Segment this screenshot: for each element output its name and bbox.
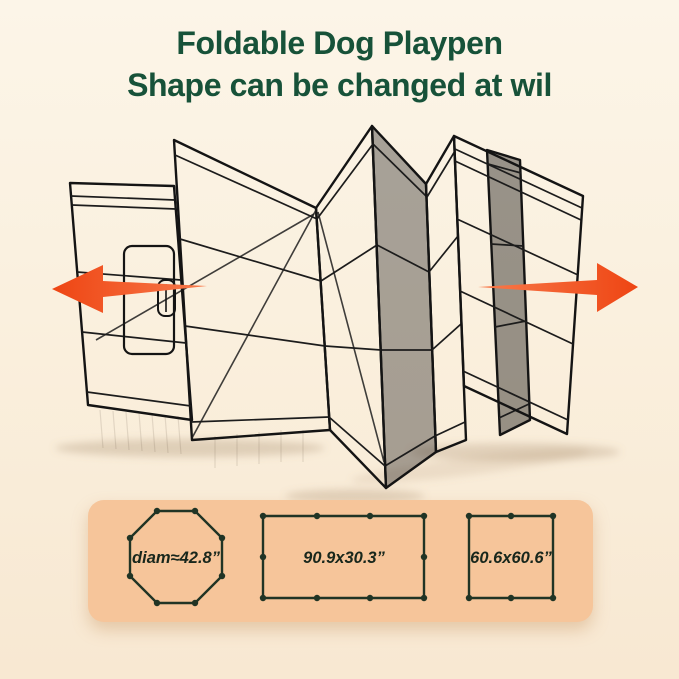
square-shape — [466, 513, 556, 601]
floor-shadow — [55, 439, 620, 503]
headline-line2: Shape can be changed at wil — [127, 67, 552, 103]
rectangle-shape — [260, 513, 427, 601]
playpen-panel-valley-dark — [372, 126, 436, 488]
rectangle-dimension-label: 90.9x30.3” — [303, 549, 385, 567]
headline-line1: Foldable Dog Playpen — [176, 25, 503, 61]
playpen-panel-left-middle — [174, 140, 330, 440]
playpen-panels — [70, 126, 583, 488]
fold-diagonals — [96, 210, 384, 462]
dimension-shapes — [88, 500, 593, 622]
dimensions-panel — [88, 500, 593, 622]
square-dimension-label: 60.6x60.6” — [470, 549, 552, 567]
octagon-dimension-label: diam≈42.8” — [132, 549, 220, 567]
octagon-shape — [127, 508, 225, 606]
